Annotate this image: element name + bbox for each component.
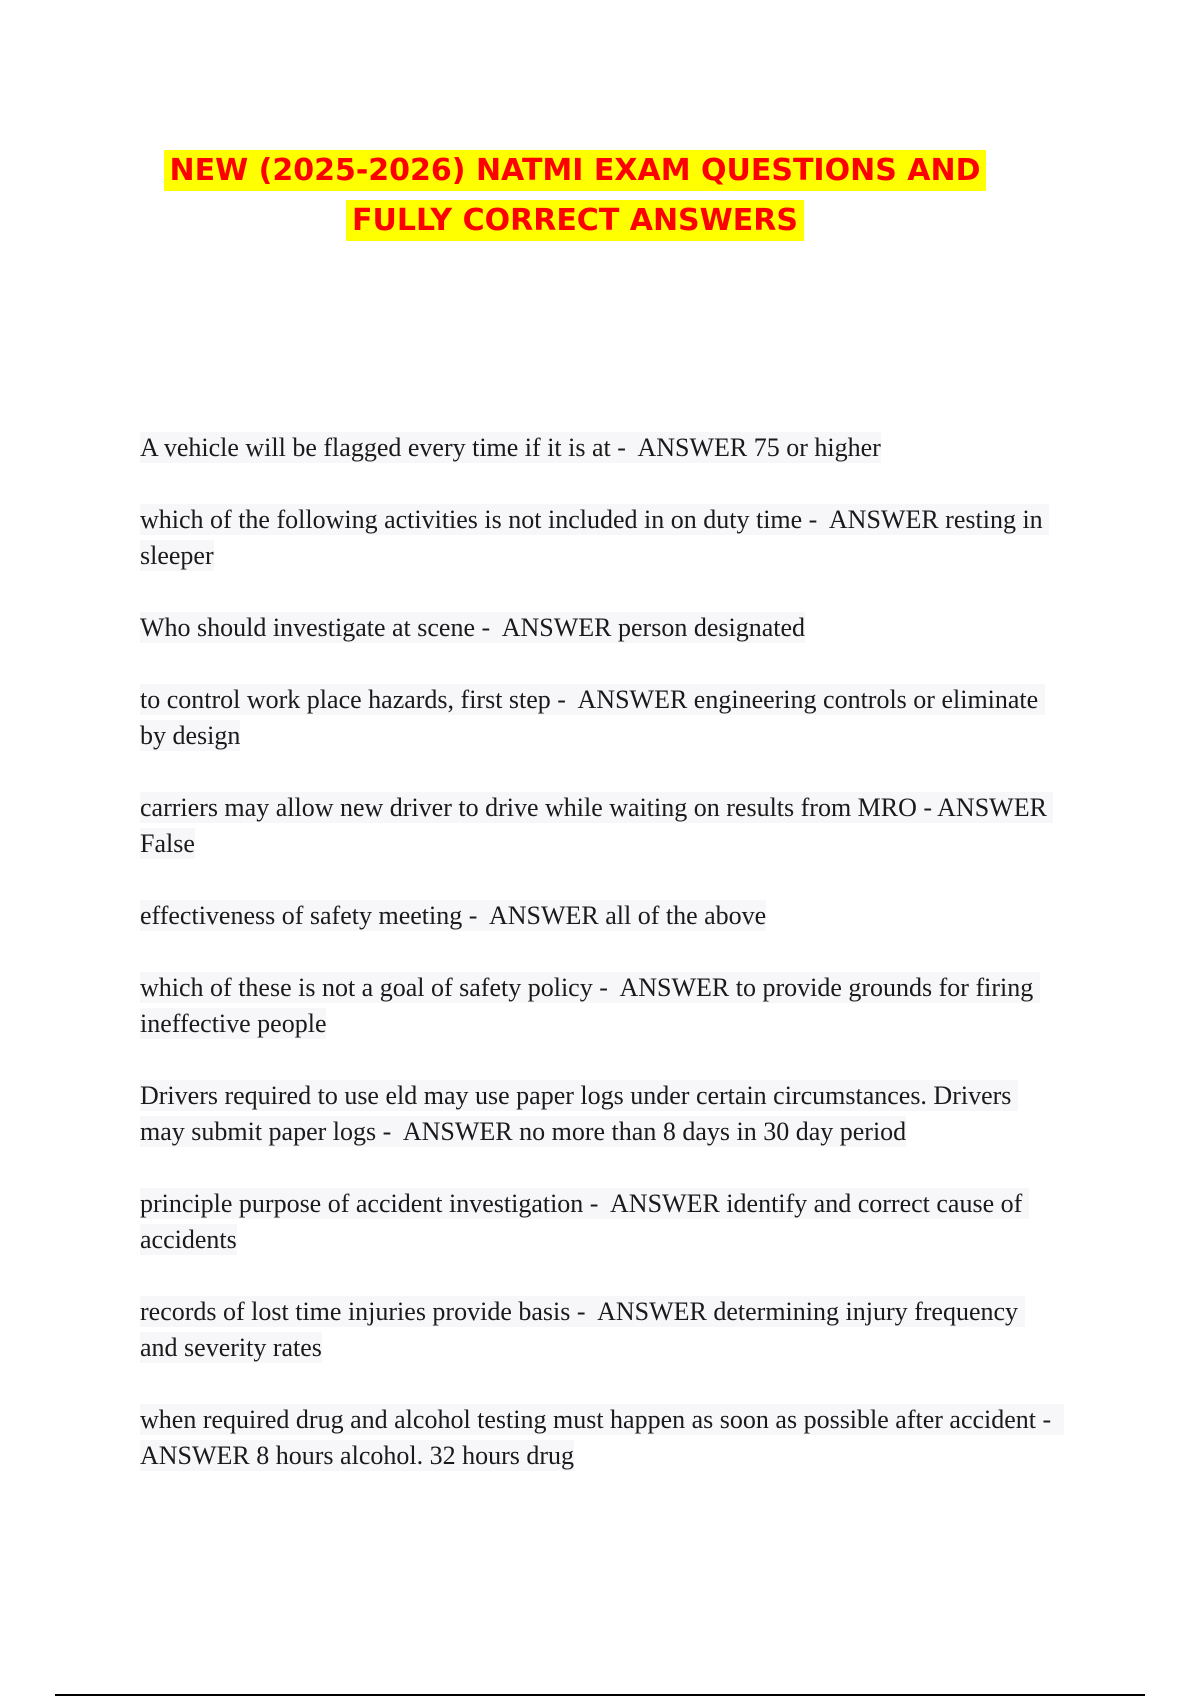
title-line-1: NEW (2025-2026) NATMI EXAM QUESTIONS AND [164,150,987,191]
qa-text: to control work place hazards, first step - ANSWER engineering controls or eliminate by design [140,685,1045,750]
qa-item [140,898,1060,934]
qa-item [140,1078,1060,1150]
question-answer-list [140,430,1065,1510]
qa-text: which of the following activities is not included in on duty time - ANSWER resting in sleeper [140,505,1050,570]
qa-item [140,1402,1065,1474]
qa-text: Who should investigate at scene - ANSWER person designated [140,613,806,642]
qa-item [140,430,1060,466]
qa-text: carriers may allow new driver to drive while waiting on results from MRO - ANSWER False [140,793,1054,858]
qa-text: Drivers required to use eld may use paper logs under certain circumstances. Drivers may submit paper logs - ANSWER no more than 8 days in 30 day period [140,1081,1018,1146]
bottom-divider [55,1694,1145,1696]
qa-item [140,682,1060,754]
qa-item [140,790,1060,862]
qa-text: effectiveness of safety meeting - ANSWER all of the above [140,901,767,930]
qa-item [140,610,1060,646]
qa-text: which of these is not a goal of safety policy - ANSWER to provide grounds for firing ineffective people [140,973,1040,1038]
qa-item [140,1186,1060,1258]
qa-item [140,502,1060,574]
title-line-2: FULLY CORRECT ANSWERS [346,200,804,241]
qa-item [140,1294,1060,1366]
qa-text: records of lost time injuries provide basis - ANSWER determining injury frequency and severity rates [140,1297,1025,1362]
document-title [140,146,1010,246]
qa-item [140,970,1060,1042]
qa-text: when required drug and alcohol testing must happen as soon as possible after accident - ANSWER 8 hours alcohol. 32 hours drug [140,1405,1065,1470]
qa-text: principle purpose of accident investigation - ANSWER identify and correct cause of accidents [140,1189,1029,1254]
qa-text: A vehicle will be flagged every time if it is at - ANSWER 75 or higher [140,433,881,462]
